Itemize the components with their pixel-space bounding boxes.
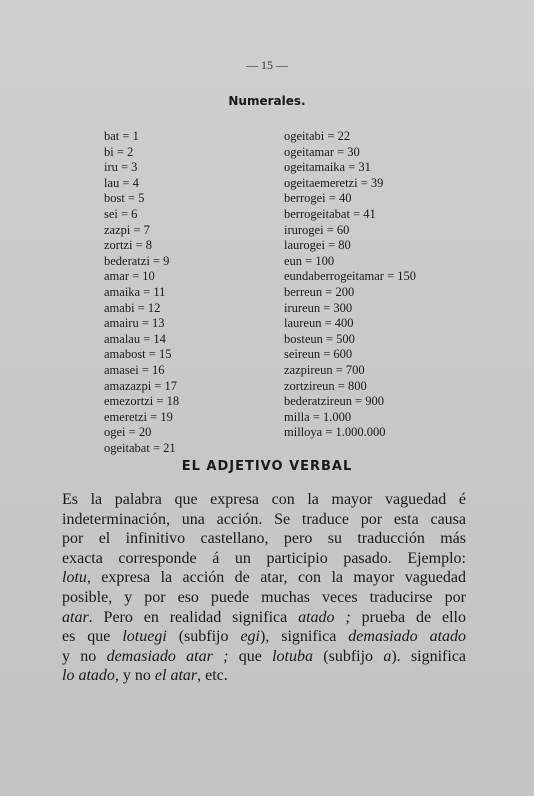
numeral-entry: ogei = 20 bbox=[104, 425, 152, 440]
italic-term: atado ; bbox=[298, 608, 351, 626]
numeral-entry: ogeitamaika = 31 bbox=[284, 160, 371, 175]
paragraph-text: prueba de ello bbox=[350, 608, 466, 626]
italic-term: lotuba bbox=[272, 647, 313, 665]
numeral-entry: emeretzi = 19 bbox=[104, 409, 173, 424]
paragraph-text: ). significa bbox=[391, 647, 467, 665]
paragraph-text: , expresa la acción de atar, con la mayor vaguedad bbox=[86, 569, 466, 587]
numeral-entry: amabi = 12 bbox=[104, 300, 161, 315]
paragraph-line bbox=[62, 647, 466, 667]
numeral-entry: berrogei = 40 bbox=[284, 191, 352, 206]
adjetivo-verbal-heading: EL ADJETIVO VERBAL bbox=[181, 459, 353, 474]
italic-term: a bbox=[383, 647, 392, 665]
numeral-entry: laurogei = 80 bbox=[284, 238, 351, 253]
italic-term: atar bbox=[62, 608, 89, 626]
paragraph-text: que bbox=[228, 647, 273, 665]
paragraph-line bbox=[62, 549, 466, 569]
paragraph-line bbox=[62, 529, 466, 549]
numeral-entry: milloya = 1.000.000 bbox=[284, 425, 386, 440]
numeral-entry: iru = 3 bbox=[104, 160, 138, 175]
numeral-entry: sei = 6 bbox=[104, 206, 138, 221]
numeral-entry: milla = 1.000 bbox=[284, 409, 352, 424]
italic-term: egi bbox=[240, 628, 260, 646]
numeral-entry: ogeitaemeretzi = 39 bbox=[284, 175, 384, 190]
italic-term: lotu bbox=[62, 569, 87, 587]
numeral-entry: lau = 4 bbox=[104, 175, 139, 190]
numeral-entry: bederatzi = 9 bbox=[104, 253, 170, 268]
numeral-entry: eun = 100 bbox=[284, 253, 335, 268]
italic-term: demasiado atar ; bbox=[106, 647, 229, 665]
italic-term: el atar bbox=[154, 667, 198, 685]
paragraph-text: . Pero en realidad significa bbox=[88, 608, 299, 626]
numeral-entry: laureun = 400 bbox=[284, 316, 354, 331]
italic-term: lotuegi bbox=[122, 628, 167, 646]
numeral-entry: zortzi = 8 bbox=[104, 238, 153, 253]
numeral-entry: emezortzi = 18 bbox=[104, 394, 180, 409]
paragraph-text: (subfijo bbox=[313, 647, 384, 665]
numeral-entry: ogeitamar = 30 bbox=[284, 144, 360, 159]
paragraph-text: ), significa bbox=[259, 628, 349, 646]
numeral-entry: amar = 10 bbox=[104, 269, 155, 284]
paragraph-line bbox=[62, 568, 466, 588]
numeral-entry: berrogeitabat = 41 bbox=[284, 206, 376, 221]
paragraph-text: por el infinitivo castellano, pero su traducción más bbox=[62, 530, 466, 548]
numeral-entry: amabost = 15 bbox=[104, 347, 172, 362]
paragraph-text: exacta corresponde á un participio pasado. Ejemplo: bbox=[62, 549, 466, 567]
paragraph-text: Es la palabra que expresa con la mayor vaguedad é bbox=[62, 491, 466, 508]
paragraph-text: , y no bbox=[114, 667, 155, 685]
numeral-entry: seireun = 600 bbox=[284, 347, 353, 362]
numeral-entry: zazpi = 7 bbox=[104, 222, 150, 237]
paragraph-line bbox=[62, 608, 466, 628]
numeral-entry: irureun = 300 bbox=[284, 300, 353, 315]
numeral-entry: amaika = 11 bbox=[104, 284, 166, 299]
paragraph-line bbox=[62, 588, 466, 608]
numeral-entry: bosteun = 500 bbox=[284, 331, 355, 346]
numeral-entry: ogeitabat = 21 bbox=[104, 440, 176, 455]
numeral-entry: zortzireun = 800 bbox=[284, 378, 367, 393]
paragraph-line bbox=[62, 490, 466, 510]
paragraph-text: indeterminación, una acción. Se traduce por esta causa bbox=[62, 510, 466, 528]
paragraph-line bbox=[62, 510, 466, 530]
numeral-entry: amazazpi = 17 bbox=[104, 378, 177, 393]
numeral-entry: amairu = 13 bbox=[104, 316, 165, 331]
paragraph-text: es que bbox=[62, 628, 123, 646]
numeral-entry: berreun = 200 bbox=[284, 284, 355, 299]
page-number: — 15 — bbox=[246, 58, 288, 72]
italic-term: lo atado bbox=[62, 667, 115, 685]
paragraph-line bbox=[62, 666, 466, 686]
numeral-entry: ogeitabi = 22 bbox=[284, 129, 351, 143]
numeral-entry: bi = 2 bbox=[104, 144, 134, 159]
numeral-entry: eundaberrogeitamar = 150 bbox=[284, 269, 416, 284]
numeral-entry: bat = 1 bbox=[104, 129, 139, 143]
paragraph-text: posible, y por eso puede muchas veces traducirse por bbox=[62, 588, 466, 606]
paragraph-text: (subfijo bbox=[166, 628, 241, 646]
italic-term: demasiado atado bbox=[348, 628, 467, 646]
numeral-entry: bost = 5 bbox=[104, 191, 145, 206]
numerals-left-column bbox=[104, 129, 179, 456]
numerales-heading: Numerales. bbox=[228, 94, 306, 108]
adjetivo-verbal-paragraph bbox=[62, 490, 466, 686]
numeral-entry: amalau = 14 bbox=[104, 331, 166, 346]
numeral-entry: irurogei = 60 bbox=[284, 222, 350, 237]
paragraph-line bbox=[62, 627, 466, 647]
numeral-entry: bederatzireun = 900 bbox=[284, 394, 385, 409]
paragraph-text: , etc. bbox=[197, 667, 228, 685]
paragraph-text: y no bbox=[62, 647, 107, 665]
numerals-right-column bbox=[284, 129, 416, 441]
numeral-entry: amasei = 16 bbox=[104, 362, 165, 377]
numeral-entry: zazpireun = 700 bbox=[284, 362, 365, 377]
